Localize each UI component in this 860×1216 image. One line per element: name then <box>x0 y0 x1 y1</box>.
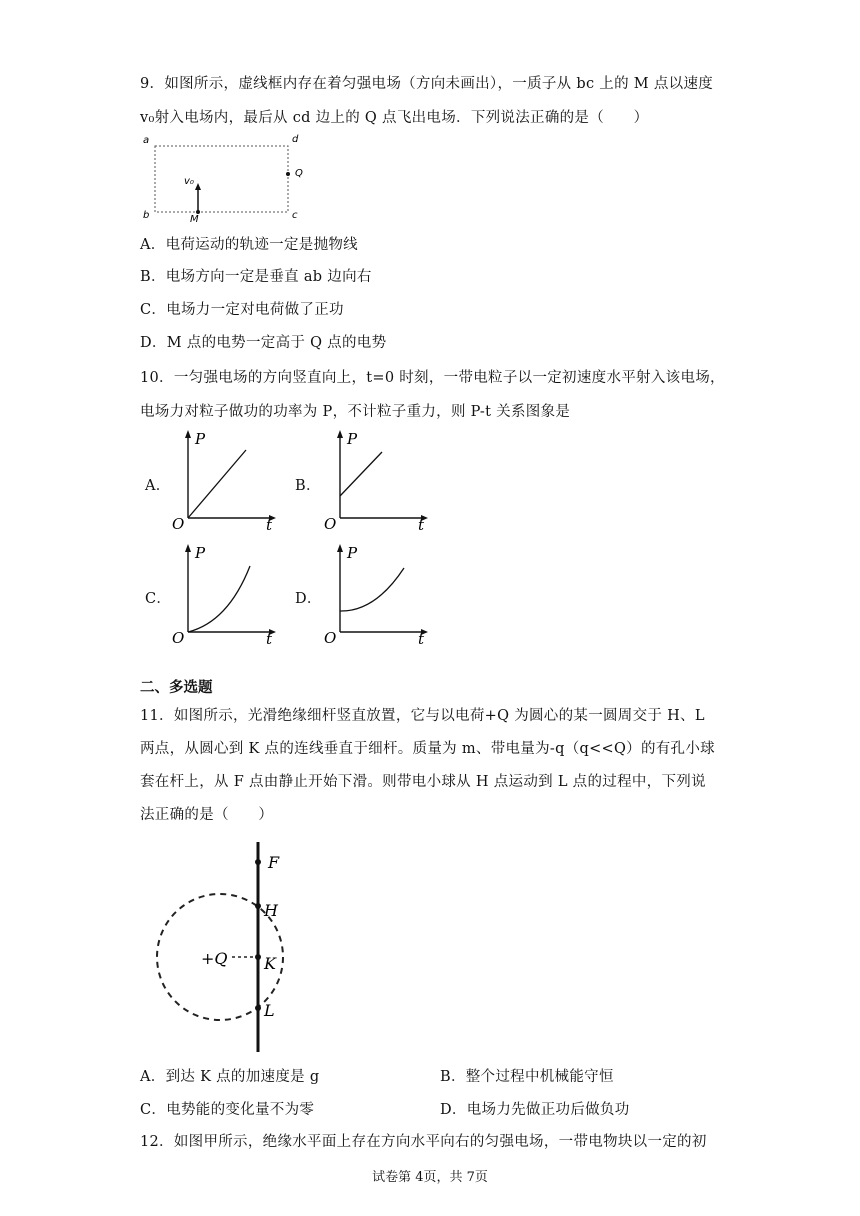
q9-stem-line2: v₀射入电场内，最后从 cd 边上的 Q 点飞出电场．下列说法正确的是（ ） <box>140 110 649 126</box>
q10-graph-c <box>168 542 283 650</box>
q11-stem-line4: 法正确的是（ ） <box>140 807 274 823</box>
q11-rod-circle-figure <box>140 838 310 1056</box>
graph-c-y-label: P <box>195 544 206 562</box>
q11-stem-line1: 11．如图所示，光滑绝缘细杆竖直放置，它与以电荷+Q 为圆心的某一圆周交于 H、L <box>140 708 705 724</box>
graph-b-origin: O <box>324 515 337 533</box>
q9-option-c: C．电场力一定对电荷做了正功 <box>140 302 344 318</box>
graph-c-origin: O <box>172 629 185 647</box>
q11-stem-line3: 套在杆上，从 F 点由静止开始下滑。则带电小球从 H 点运动到 L 点的过程中，下列说 <box>140 774 706 790</box>
graph-c-x-label: t <box>266 630 273 648</box>
q11-option-a: A．到达 K 点的加速度是 g <box>140 1069 320 1085</box>
q11-option-b: B．整个过程中机械能守恒 <box>440 1069 614 1085</box>
q11-option-c: C．电势能的变化量不为零 <box>140 1102 315 1118</box>
graph-b-y-label: P <box>347 430 358 448</box>
fig-label-d: d <box>292 134 299 145</box>
graph-d-y-label: P <box>347 544 358 562</box>
section-title: 二、多选题 <box>140 680 213 696</box>
q9-option-b: B．电场方向一定是垂直 ab 边向右 <box>140 269 372 285</box>
fig-label-charge: +Q <box>201 949 228 968</box>
q9-field-figure <box>140 128 340 223</box>
fig-label-L: L <box>264 1001 275 1020</box>
graph-b-x-label: t <box>418 516 425 534</box>
q9-option-d: D．M 点的电势一定高于 Q 点的电势 <box>140 335 387 351</box>
graph-a-y-label: P <box>195 430 206 448</box>
q10-option-a-letter: A． <box>145 478 171 494</box>
fig-label-Q: Q <box>295 168 303 179</box>
q10-option-c-letter: C． <box>145 591 172 607</box>
q10-graph-b <box>320 428 435 536</box>
fig-label-K: K <box>264 954 276 973</box>
q11-option-d: D．电场力先做正功后做负功 <box>440 1102 630 1118</box>
q10-option-d-letter: D． <box>295 591 322 607</box>
fig-label-v0: v₀ <box>184 176 194 187</box>
q12-stem-line1: 12．如图甲所示，绝缘水平面上存在方向水平向右的匀强电场，一带电物块以一定的初 <box>140 1134 707 1150</box>
q10-stem-line1: 10．一匀强电场的方向竖直向上，t=0 时刻，一带电粒子以一定初速度水平射入该电场， <box>140 370 725 386</box>
fig-label-H: H <box>264 901 278 920</box>
fig-label-F: F <box>268 853 280 872</box>
q9-option-a: A．电荷运动的轨迹一定是抛物线 <box>140 237 358 253</box>
graph-d-origin: O <box>324 629 337 647</box>
q10-graph-d <box>320 542 435 650</box>
fig-label-a: a <box>143 135 150 146</box>
fig-label-c: c <box>292 210 298 221</box>
graph-a-x-label: t <box>266 516 273 534</box>
graph-a-origin: O <box>172 515 185 533</box>
q10-option-b-letter: B． <box>295 478 321 494</box>
q9-stem-line1: 9．如图所示，虚线框内存在着匀强电场（方向未画出），一质子从 bc 上的 M 点以速度 <box>140 76 714 92</box>
graph-d-x-label: t <box>418 630 425 648</box>
fig-label-M: M <box>190 214 199 225</box>
q11-stem-line2: 两点，从圆心到 K 点的连线垂直于细杆。质量为 m、带电量为-q（q<<Q）的有孔小球 <box>140 741 715 757</box>
page-footer: 试卷第 4页，共 7页 <box>372 1170 488 1185</box>
q10-stem-line2: 电场力对粒子做功的功率为 P，不计粒子重力，则 P-t 关系图象是 <box>140 404 571 420</box>
q10-graph-a <box>168 428 283 536</box>
fig-label-b: b <box>143 210 150 221</box>
